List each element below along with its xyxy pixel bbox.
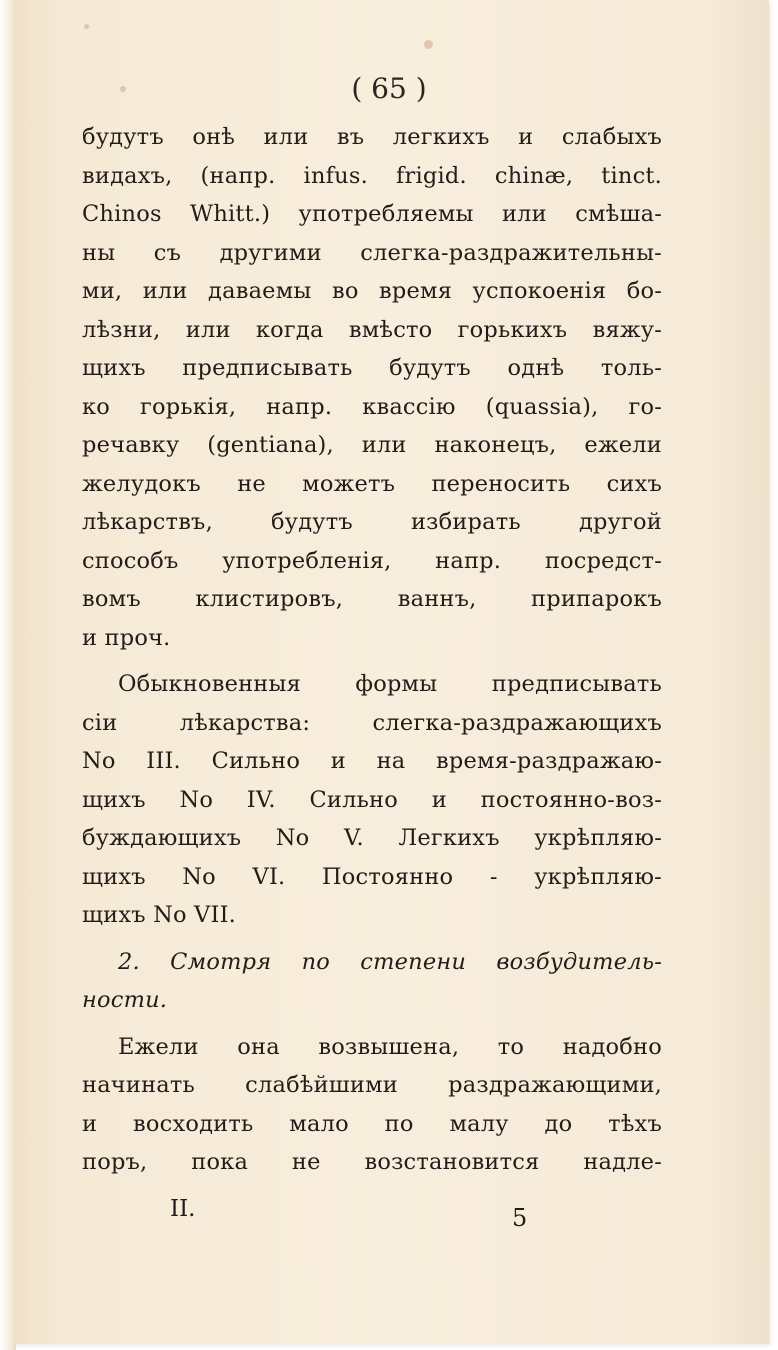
section-heading: ности. (82, 987, 168, 1013)
text-line: щихъ No VI. Постоянно - укрѣпляю- (82, 863, 662, 890)
foxing-spot (84, 24, 89, 29)
text-line: лѣкарствъ, будутъ избирать другой (82, 509, 662, 535)
text-line: щихъ No VII. (82, 902, 237, 928)
text-line: ны съ другими слегка-раздражительны- (82, 239, 662, 266)
page-body-text (82, 118, 662, 1182)
text-line: способъ употребленія, напр. посредст- (82, 547, 662, 574)
text-line: будутъ онѣ или въ легкихъ и слабыхъ (82, 124, 662, 150)
text-line: буждающихъ No V. Легкихъ укрѣпляю- (82, 825, 662, 851)
foxing-spot (424, 40, 433, 49)
text-line: No III. Сильно и на время-раздражаю- (82, 748, 662, 774)
text-line: и восходить мало по малу до тѣхъ (82, 1110, 662, 1137)
sheet-number: 5 (512, 1204, 528, 1232)
section-heading: 2. Смотря по степени возбудитель- (118, 948, 662, 975)
text-line: желудокъ не можетъ переносить сихъ (82, 470, 662, 497)
signature-mark: II. (170, 1196, 196, 1222)
page-number-header: ( 65 ) (351, 72, 427, 105)
text-line: и проч. (82, 624, 171, 651)
paragraph-gap (82, 1020, 662, 1028)
text-line: щихъ No IV. Сильно и постоянно-воз- (82, 786, 662, 813)
paragraph-gap (82, 657, 662, 665)
text-line: щихъ предписывать будутъ однѣ толь- (82, 355, 662, 381)
text-line: Обыкновенныя формы предписывать (118, 671, 662, 697)
text-line: Chinos Whitt.) употребляемы или смѣша- (82, 201, 662, 227)
text-line: ми, или даваемы во время успокоенія бо- (82, 278, 662, 304)
text-line: сіи лѣкарства: слегка-раздражающихъ (82, 709, 662, 736)
text-line: речавку (gentiana), или наконецъ, ежели (82, 432, 662, 458)
text-line: вомъ клистировъ, ваннъ, припарокъ (82, 586, 662, 612)
text-line: видахъ, (напр. infus. frigid. chinæ, tinct. (82, 162, 662, 189)
text-line: Ежели она возвышена, то надобно (118, 1033, 662, 1060)
text-line: начинать слабѣйшими раздражающими, (82, 1072, 662, 1098)
text-line: лѣзни, или когда вмѣсто горькихъ вяжу- (82, 316, 662, 343)
text-line: ко горькія, напр. квассію (quassia), го- (82, 393, 662, 420)
paragraph-gap (82, 935, 662, 943)
text-line: поръ, пока не возстановится надле- (82, 1149, 662, 1175)
